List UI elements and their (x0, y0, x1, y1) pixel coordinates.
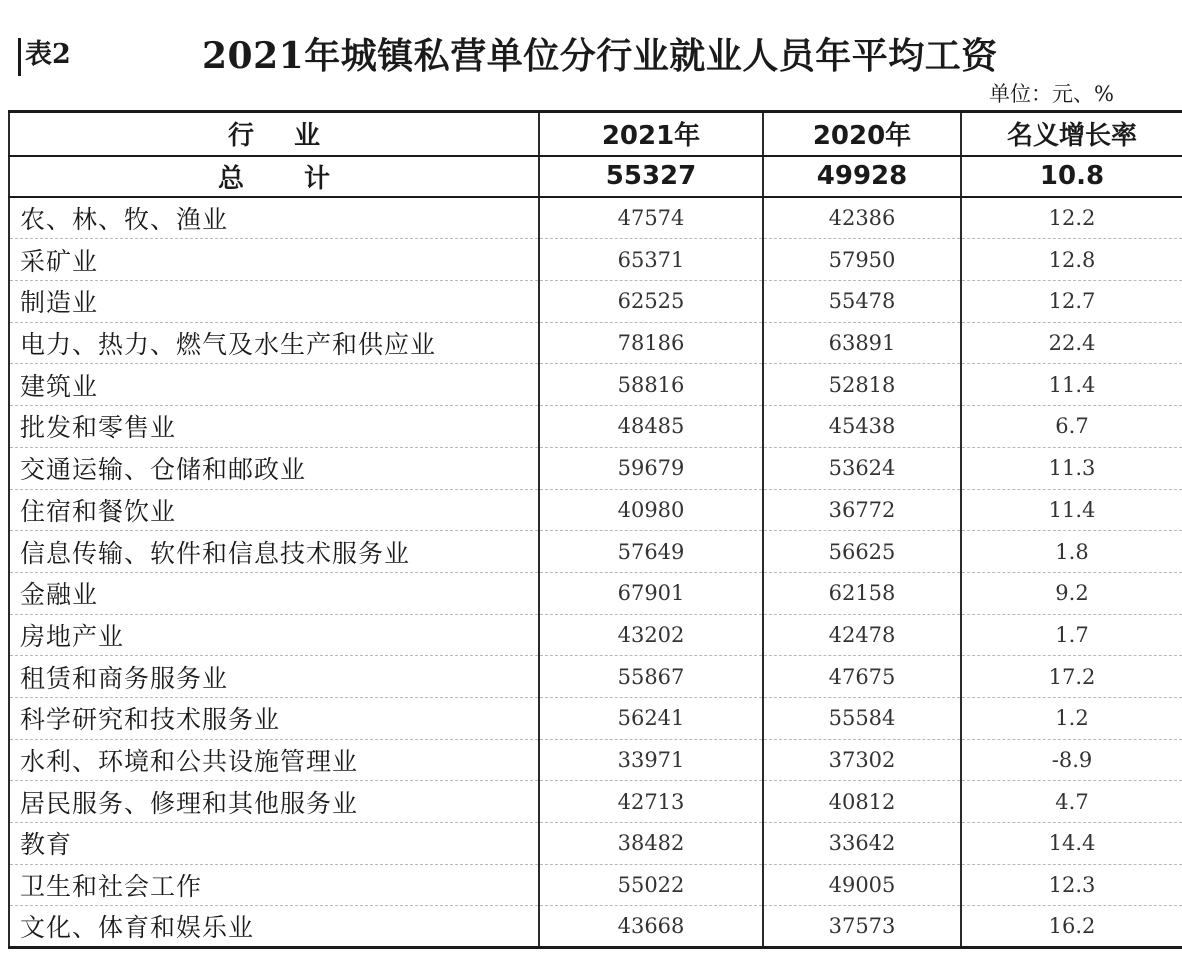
page-header (0, 0, 1182, 108)
industry-cell: 信息传输、软件和信息技术服务业 (9, 531, 539, 573)
growth-cell: 4.7 (961, 781, 1182, 823)
growth-cell: 9.2 (961, 572, 1182, 614)
unit-note: 单位：元、% (989, 82, 1114, 106)
value-2021-cell: 47574 (539, 197, 763, 239)
table-row (9, 823, 1182, 865)
growth-cell: 12.2 (961, 197, 1182, 239)
growth-cell: 14.4 (961, 823, 1182, 865)
value-2020-cell: 45438 (763, 406, 961, 448)
industry-cell: 制造业 (9, 281, 539, 323)
growth-cell: 16.2 (961, 906, 1182, 948)
value-2020-cell: 57950 (763, 239, 961, 281)
value-2021-cell: 43668 (539, 906, 763, 948)
value-2021-cell: 33971 (539, 739, 763, 781)
table-header-row (9, 112, 1182, 156)
table-row (9, 614, 1182, 656)
industry-cell: 住宿和餐饮业 (9, 489, 539, 531)
industry-cell: 科学研究和技术服务业 (9, 697, 539, 739)
industry-cell: 交通运输、仓储和邮政业 (9, 447, 539, 489)
table-row (9, 322, 1182, 364)
growth-cell: 11.3 (961, 447, 1182, 489)
table-row (9, 572, 1182, 614)
table-row (9, 197, 1182, 239)
column-header-2021: 2021年 (539, 112, 763, 156)
value-2020-cell: 42478 (763, 614, 961, 656)
page-title: 2021年城镇私营单位分行业就业人员年平均工资 (202, 35, 998, 77)
total-label: 总计 (9, 156, 539, 198)
table-row (9, 364, 1182, 406)
table-row (9, 281, 1182, 323)
value-2021-cell: 78186 (539, 322, 763, 364)
industry-cell: 房地产业 (9, 614, 539, 656)
table-row (9, 531, 1182, 573)
industry-cell: 居民服务、修理和其他服务业 (9, 781, 539, 823)
value-2021-cell: 65371 (539, 239, 763, 281)
table-label: 表2 (18, 38, 71, 76)
value-2021-cell: 55022 (539, 864, 763, 906)
value-2020-cell: 55478 (763, 281, 961, 323)
value-2021-cell: 67901 (539, 572, 763, 614)
table-row (9, 781, 1182, 823)
growth-cell: 17.2 (961, 656, 1182, 698)
value-2021-cell: 62525 (539, 281, 763, 323)
value-2020-cell: 52818 (763, 364, 961, 406)
value-2021-cell: 56241 (539, 697, 763, 739)
value-2021-cell: 38482 (539, 823, 763, 865)
value-2021-cell: 58816 (539, 364, 763, 406)
value-2020-cell: 47675 (763, 656, 961, 698)
industry-cell: 农、林、牧、渔业 (9, 197, 539, 239)
value-2021-cell: 48485 (539, 406, 763, 448)
total-2021: 55327 (539, 156, 763, 198)
table-row (9, 489, 1182, 531)
wage-table (8, 110, 1182, 949)
growth-cell: -8.9 (961, 739, 1182, 781)
industry-cell: 电力、热力、燃气及水生产和供应业 (9, 322, 539, 364)
value-2020-cell: 36772 (763, 489, 961, 531)
growth-cell: 1.8 (961, 531, 1182, 573)
growth-cell: 22.4 (961, 322, 1182, 364)
growth-cell: 1.7 (961, 614, 1182, 656)
growth-cell: 11.4 (961, 489, 1182, 531)
value-2020-cell: 63891 (763, 322, 961, 364)
industry-cell: 采矿业 (9, 239, 539, 281)
value-2021-cell: 59679 (539, 447, 763, 489)
table-row (9, 697, 1182, 739)
value-2021-cell: 57649 (539, 531, 763, 573)
table-row (9, 656, 1182, 698)
value-2021-cell: 43202 (539, 614, 763, 656)
value-2020-cell: 42386 (763, 197, 961, 239)
column-header-2020: 2020年 (763, 112, 961, 156)
table-row (9, 239, 1182, 281)
industry-cell: 文化、体育和娱乐业 (9, 906, 539, 948)
value-2021-cell: 40980 (539, 489, 763, 531)
value-2020-cell: 37573 (763, 906, 961, 948)
growth-cell: 11.4 (961, 364, 1182, 406)
growth-cell: 12.7 (961, 281, 1182, 323)
table-row (9, 406, 1182, 448)
value-2021-cell: 42713 (539, 781, 763, 823)
table-row (9, 447, 1182, 489)
value-2020-cell: 49005 (763, 864, 961, 906)
value-2020-cell: 33642 (763, 823, 961, 865)
column-header-growth: 名义增长率 (961, 112, 1182, 156)
value-2020-cell: 55584 (763, 697, 961, 739)
growth-cell: 12.3 (961, 864, 1182, 906)
value-2020-cell: 56625 (763, 531, 961, 573)
growth-cell: 12.8 (961, 239, 1182, 281)
table-row (9, 906, 1182, 948)
industry-cell: 水利、环境和公共设施管理业 (9, 739, 539, 781)
industry-cell: 租赁和商务服务业 (9, 656, 539, 698)
industry-cell: 建筑业 (9, 364, 539, 406)
value-2020-cell: 37302 (763, 739, 961, 781)
total-growth: 10.8 (961, 156, 1182, 198)
total-row (9, 156, 1182, 198)
value-2020-cell: 53624 (763, 447, 961, 489)
industry-cell: 批发和零售业 (9, 406, 539, 448)
industry-cell: 教育 (9, 823, 539, 865)
table-row (9, 864, 1182, 906)
growth-cell: 6.7 (961, 406, 1182, 448)
industry-cell: 金融业 (9, 572, 539, 614)
value-2021-cell: 55867 (539, 656, 763, 698)
table-row (9, 739, 1182, 781)
value-2020-cell: 40812 (763, 781, 961, 823)
industry-cell: 卫生和社会工作 (9, 864, 539, 906)
wage-table-container (8, 110, 1182, 949)
value-2020-cell: 62158 (763, 572, 961, 614)
column-header-industry: 行业 (9, 112, 539, 156)
growth-cell: 1.2 (961, 697, 1182, 739)
total-2020: 49928 (763, 156, 961, 198)
